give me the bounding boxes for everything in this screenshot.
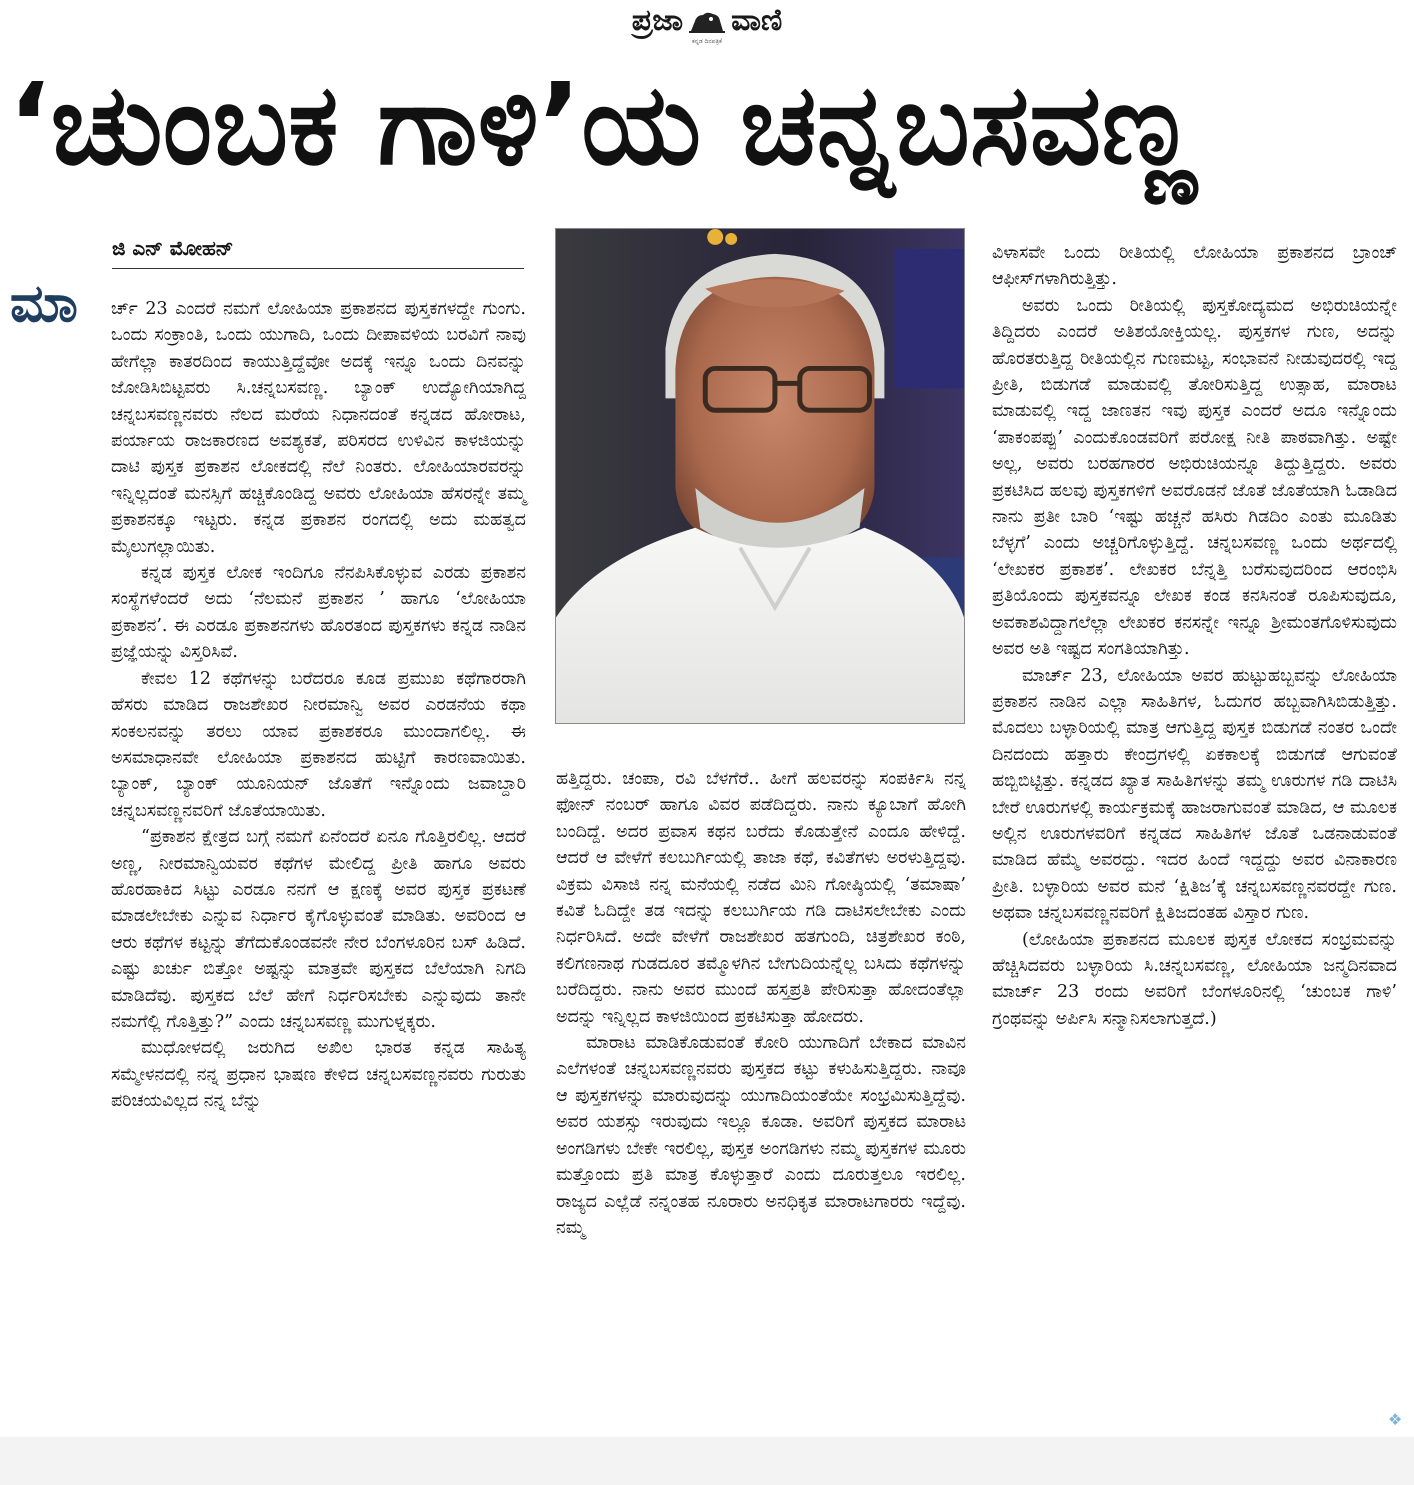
paragraph: ಮಾರಾಟ ಮಾಡಿಕೊಡುವಂತೆ ಕೋರಿ ಯುಗಾದಿಗೆ ಬೇಕಾದ ಮಾವಿನ ಎಲೆಗಳಂತೆ ಚನ್ನಬಸವಣ್ಣನವರು ಪುಸ್ತಕದ ಕಟ್ಟು ಕಳುಹಿಸುತ್ತಿದ್ದರು. ನಾವೂ ಆ ಪುಸ್ತಕಗಳನ್ನು ಮಾರುವುದನ್ನು ಯುಗಾದಿಯಂತೆಯೇ ಸಂಭ್ರಮಿಸುತ್ತಿದ್ದೆವು. ಅವರ ಯಶಸ್ಸು ಇರುವುದು ಇಲ್ಲೂ ಕೂಡಾ. ಅವರಿಗೆ ಪುಸ್ತಕದ ಮಾರಾಟ ಅಂಗಡಿಗಳು ಬೇಕೇ ಇರಲಿಲ್ಲ, ಪುಸ್ತಕ ಅಂಗಡಿಗಳು ನಮ್ಮ ಪುಸ್ತಕಗಳ ಮೂರು ಮತ್ತೊಂದು ಪ್ರತಿ ಮಾತ್ರ ಕೊಳ್ಳುತ್ತಾರೆ ಎಂದು ದೂರುತ್ತಲೂ ಇರಲಿಲ್ಲ. ರಾಜ್ಯದ ಎಲ್ಲೆಡೆ ನನ್ನಂತಹ ನೂರಾರು ಅನಧಿಕೃತ ಮಾರಾಟಗಾರರು ಇದ್ದೆವು. ನಮ್ಮ (556, 1033, 966, 1238)
masthead-tagline: ಕನ್ನಡ ದಿನಪತ್ರಿಕೆ (691, 38, 722, 45)
article-column-3 (992, 240, 1397, 1032)
paragraph: ಕೇವಲ 12 ಕಥೆಗಳನ್ನು ಬರೆದರೂ ಕೂಡ ಪ್ರಮುಖ ಕಥೆಗಾರರಾಗಿ ಹೆಸರು ಮಾಡಿದ ರಾಜಶೇಖರ ನೀರಮಾನ್ವಿ ಅವರ ಎರಡನೆಯ ಕಥಾ ಸಂಕಲನವನ್ನು ತರಲು ಯಾವ ಪ್ರಕಾಶಕರೂ ಮುಂದಾಗಲಿಲ್ಲ. ಈ ಅಸಮಾಧಾನವೇ ಲೋಹಿಯಾ ಪ್ರಕಾಶನದ ಹುಟ್ಟಿಗೆ ಕಾರಣವಾಯಿತು. ಬ್ಯಾಂಕ್, ಬ್ಯಾಂಕ್ ಯೂನಿಯನ್ ಜೊತೆಗೆ ಇನ್ನೊಂದು ಜವಾಬ್ದಾರಿ ಚನ್ನಬಸವಣ್ಣನವರಿಗೆ ಜೊತೆಯಾಯಿತು. (111, 668, 526, 821)
editor-note: (ಲೋಹಿಯಾ ಪ್ರಕಾಶನದ ಮೂಲಕ ಪುಸ್ತಕ ಲೋಕದ ಸಂಭ್ರಮವನ್ನು ಹೆಚ್ಚಿಸಿದವರು ಬಳ್ಳಾರಿಯ ಸಿ.ಚನ್ನಬಸವಣ್ಣ, ಲೋಹಿಯಾ ಜನ್ಮದಿನವಾದ ಮಾರ್ಚ್ 23 ರಂದು ಅವರಿಗೆ ಬೆಂಗಳೂರಿನಲ್ಲಿ ‘ಚುಂಬಕ ಗಾಳಿ’ ಗ್ರಂಥವನ್ನು ಅರ್ಪಿಸಿ ಸನ್ಮಾನಿಸಲಾಗುತ್ತದೆ.) (992, 929, 1397, 1029)
drop-cap: ಮಾ (10, 274, 78, 334)
headline: ‘ಚುಂಬಕ ಗಾಳಿ’ಯ ಚನ್ನಬಸವಣ್ಣ (8, 60, 1197, 190)
paragraph: ಅವರು ಒಂದು ರೀತಿಯಲ್ಲಿ ಪುಸ್ತಕೋದ್ಯಮದ ಅಭಿರುಚಿಯನ್ನೇ ತಿದ್ದಿದರು ಎಂದರೆ ಅತಿಶಯೋಕ್ತಿಯಲ್ಲ. ಪುಸ್ತಕಗಳ ಗುಣ, ಅದನ್ನು ಹೊರತರುತ್ತಿದ್ದ ರೀತಿಯಲ್ಲಿನ ಗುಣಮಟ್ಟ, ಸಂಭಾವನೆ ನೀಡುವುದರಲ್ಲಿ ಇದ್ದ ಪ್ರೀತಿ, ಬಿಡುಗಡೆ ಮಾಡುವಲ್ಲಿ ತೋರಿಸುತ್ತಿದ್ದ ಉತ್ಸಾಹ, ಮಾರಾಟ ಮಾಡುವಲ್ಲಿ ಇದ್ದ ಜಾಣತನ ಇವು ಪುಸ್ತಕ ಎಂದರೆ ಅದೂ ಇನ್ನೊಂದು ‘ಪಾಕಂಪಪ್ಪು’ ಎಂದುಕೊಂಡವರಿಗೆ ಪರೋಕ್ಷ ನೀತಿ ಪಾಠವಾಗಿತ್ತು. ಅಷ್ಟೇ ಅಲ್ಲ, ಅವರು ಬರಹಗಾರರ ಅಭಿರುಚಿಯನ್ನೂ ತಿದ್ದುತ್ತಿದ್ದರು. ಅವರು ಪ್ರಕಟಿಸಿದ ಹಲವು ಪುಸ್ತಕಗಳಿಗೆ ಅವರೊಡನೆ ಜೊತೆ ಜೊತೆಯಾಗಿ ಓಡಾಡಿದ ನಾನು ಪ್ರತೀ ಬಾರಿ ‘ಇಷ್ಟು ಹಚ್ಚನೆ ಹಸಿರು ಗಿಡದಿಂ ಎಂತು ಮೂಡಿತು ಬೆಳ್ಳಗೆ’ ಎಂದು ಅಚ್ಚರಿಗೊಳ್ಳುತ್ತಿದ್ದೆ. ಚನ್ನಬಸವಣ್ಣ ಒಂದು ಅರ್ಥದಲ್ಲಿ ‘ಲೇಖಕರ ಪ್ರಕಾಶಕ’. ಲೇಖಕರ ಬೆನ್ನತ್ತಿ ಬರೆಸುವುದರಿಂದ ಆರಂಭಿಸಿ ಪ್ರತಿಯೊಂದು ಪುಸ್ತಕವನ್ನೂ ಲೇಖಕ ಕಂಡ ಕನಸಿನಂತೆ ರೂಪಿಸುವುದೂ, ಅವಕಾಶವಿದ್ದಾಗಲೆಲ್ಲಾ ಲೇಖಕರ ಕನಸನ್ನೇ ಇನ್ನೂ ಶ್ರೀಮಂತಗೊಳಿಸುವುದು ಅವರ ಅತಿ ಇಷ್ಟದ ಸಂಗತಿಯಾಗಿತ್ತು. (992, 295, 1397, 660)
paragraph: ಮುಧೋಳದಲ್ಲಿ ಜರುಗಿದ ಅಖಿಲ ಭಾರತ ಕನ್ನಡ ಸಾಹಿತ್ಯ ಸಮ್ಮೇಳನದಲ್ಲಿ ನನ್ನ ಪ್ರಧಾನ ಭಾಷಣ ಕೇಳಿದ ಚನ್ನಬಸವಣ್ಣನವರು ಗುರುತು ಪರಿಚಯವಿಲ್ಲದ ನನ್ನ ಬೆನ್ನು (111, 1038, 526, 1112)
paragraph: ಹತ್ತಿದ್ದರು. ಚಂಪಾ, ರವಿ ಬೆಳಗೆರೆ.. ಹೀಗೆ ಹಲವರನ್ನು ಸಂಪರ್ಕಿಸಿ ನನ್ನ ಫೋನ್ ನಂಬರ್ ಹಾಗೂ ವಿವರ ಪಡೆದಿದ್ದರು. ನಾನು ಕ್ಯೂಬಾಗೆ ಹೋಗಿ ಬಂದಿದ್ದೆ. ಅದರ ಪ್ರವಾಸ ಕಥನ ಬರೆದು ಕೊಡುತ್ತೇನೆ ಎಂದೂ ಹೇಳಿದ್ದೆ. ಆದರೆ ಆ ವೇಳೆಗೆ ಕಲಬುರ್ಗಿಯಲ್ಲಿ ತಾಜಾ ಕಥೆ, ಕವಿತೆಗಳು ಅರಳುತ್ತಿದ್ದವು. ವಿಕ್ರಮ ವಿಸಾಜಿ ನನ್ನ ಮನೆಯಲ್ಲಿ ನಡೆದ ಮಿನಿ ಗೋಷ್ಠಿಯಲ್ಲಿ ‘ತಮಾಷಾ’ ಕವಿತೆ ಓದಿದ್ದೇ ತಡ ಇದನ್ನು ಕಲಬುರ್ಗಿಯ ಗಡಿ ದಾಟಿಸಲೇಬೇಕು ಎಂದು ನಿರ್ಧರಿಸಿದೆ. ಅದೇ ವೇಳೆಗೆ ರಾಜಶೇಖರ ಹತಗುಂದಿ, ಚಿತ್ರಶೇಖರ ಕಂಠಿ, ಕಲಿಗಣನಾಥ ಗುಡದೂರ ತಮ್ಮೊಳಗಿನ ಬೇಗುದಿಯನ್ನೆಲ್ಲ ಬಸಿದು ಕಥೆಗಳನ್ನು ಬರೆದಿದ್ದರು. ನಾನು ಅವರ ಮುಂದೆ ಹಸ್ತಪ್ರತಿ ಪೇರಿಸುತ್ತಾ ಹೋದಂತೆಲ್ಲಾ ಅದನ್ನು ಇನ್ನಿಲ್ಲದ ಕಾಳಜಿಯಿಂದ ಪ್ರಕಟಿಸುತ್ತಾ ಹೋದರು. (556, 769, 966, 1027)
byline: ಜಿ ಎನ್ ಮೋಹನ್ (112, 232, 524, 269)
masthead-name-left: ಪ್ರಜಾ (631, 3, 684, 38)
portrait-photo (555, 228, 965, 724)
paragraph: ವಿಳಾಸವೇ ಒಂದು ರೀತಿಯಲ್ಲಿ ಲೋಹಿಯಾ ಪ್ರಕಾಶನದ ಬ್ರಾಂಚ್ ಆಫೀಸ್‌ಗಳಾಗಿರುತ್ತಿತ್ತು. (992, 243, 1397, 290)
paragraph: ಕನ್ನಡ ಪುಸ್ತಕ ಲೋಕ ಇಂದಿಗೂ ನೆನಪಿಸಿಕೊಳ್ಳುವ ಎರಡು ಪ್ರಕಾಶನ ಸಂಸ್ಥೆಗಳೆಂದರೆ ಅದು ‘ನೆಲಮನೆ ಪ್ರಕಾಶನ ’ ಹಾಗೂ ‘ಲೋಹಿಯಾ ಪ್ರಕಾಶನ’. ಈ ಎರಡೂ ಪ್ರಕಾಶನಗಳು ಹೊರತಂದ ಪುಸ್ತಕಗಳು ಕನ್ನಡ ನಾಡಿನ ಪ್ರಜ್ಞೆಯನ್ನು ವಿಸ್ತರಿಸಿವೆ. (111, 563, 526, 663)
ornament-icon: ❖ (1388, 1410, 1403, 1429)
paragraph: “ಪ್ರಕಾಶನ ಕ್ಷೇತ್ರದ ಬಗ್ಗೆ ನಮಗೆ ಏನೆಂದರೆ ಏನೂ ಗೊತ್ತಿರಲಿಲ್ಲ. ಆದರೆ ಅಣ್ಣ, ನೀರಮಾನ್ವಿಯವರ ಕಥೆಗಳ ಮೇಲಿದ್ದ ಪ್ರೀತಿ ಹಾಗೂ ಅವರು ಹೊರಹಾಕಿದ ಸಿಟ್ಟು ಎರಡೂ ನನಗೆ ಆ ಕ್ಷಣಕ್ಕೆ ಅವರ ಪುಸ್ತಕ ಪ್ರಕಟಣೆ ಮಾಡಲೇಬೇಕು ಎನ್ನುವ ನಿರ್ಧಾರ ಕೈಗೊಳ್ಳುವಂತೆ ಮಾಡಿತು. ಅವರಿಂದ ಆ ಆರು ಕಥೆಗಳ ಕಟ್ಟನ್ನು ತೆಗೆದುಕೊಂಡವನೇ ನೇರ ಬೆಂಗಳೂರಿನ ಬಸ್ ಹಿಡಿದೆ. ಎಷ್ಟು ಖರ್ಚು ಬಿತ್ತೋ ಅಷ್ಟನ್ನು ಮಾತ್ರವೇ ಪುಸ್ತಕದ ಬೆಲೆಯಾಗಿ ನಿಗದಿ ಮಾಡಿದೆವು. ಪುಸ್ತಕದ ಬೆಲೆ ಹೇಗೆ ನಿರ್ಧರಿಸಬೇಕು ಎನ್ನುವುದು ತಾನೇ ನಮಗೆಲ್ಲಿ ಗೊತ್ತಿತ್ತು?” ಎಂದು ಚನ್ನಬಸವಣ್ಣ ಮುಗುಳ್ನಕ್ಕರು. (111, 827, 526, 1032)
masthead-logo (632, 4, 782, 38)
paragraph: ಮಾರ್ಚ್ 23, ಲೋಹಿಯಾ ಅವರ ಹುಟ್ಟುಹಬ್ಬವನ್ನು ಲೋಹಿಯಾ ಪ್ರಕಾಶನ ನಾಡಿನ ಎಲ್ಲಾ ಸಾಹಿತಿಗಳ, ಓದುಗರ ಹಬ್ಬವಾಗಿಸಿಬಿಡುತ್ತಿತ್ತು. ಮೊದಲು ಬಳ್ಳಾರಿಯಲ್ಲಿ ಮಾತ್ರ ಆಗುತ್ತಿದ್ದ ಪುಸ್ತಕ ಬಿಡುಗಡೆ ನಂತರ ಒಂದೇ ದಿನದಂದು ಹತ್ತಾರು ಕೇಂದ್ರಗಳಲ್ಲಿ ಏಕಕಾಲಕ್ಕೆ ಬಿಡುಗಡೆ ಆಗುವಂತೆ ಹಬ್ಬಿಬಿಟ್ಟಿತ್ತು. ಕನ್ನಡದ ಖ್ಯಾತ ಸಾಹಿತಿಗಳನ್ನು ತಮ್ಮ ಊರುಗಳ ಗಡಿ ದಾಟಿಸಿ ಬೇರೆ ಊರುಗಳಲ್ಲಿ ಕಾರ್ಯಕ್ರಮಕ್ಕೆ ಹಾಜರಾಗುವಂತೆ ಮಾಡಿದ, ಆ ಮೂಲಕ ಅಲ್ಲಿನ ಊರುಗಳವರಿಗೆ ಕನ್ನಡದ ಸಾಹಿತಿಗಳ ಜೊತೆ ಒಡನಾಡುವಂತೆ ಮಾಡಿದ ಹೆಮ್ಮೆ ಅವರದ್ದು. ಇದರ ಹಿಂದೆ ಇದ್ದದ್ದು ಅವರ ವಿನಾಕಾರಣ ಪ್ರೀತಿ. ಬಳ್ಳಾರಿಯ ಅವರ ಮನೆ ‘ಕ್ಷಿತಿಜ’ಕ್ಕೆ ಚನ್ನಬಸವಣ್ಣನವರದ್ದೇ ಗುಣ. ಅಥವಾ ಚನ್ನಬಸವಣ್ಣನವರಿಗೆ ಕ್ಷಿತಿಜದಂತಹ ವಿಸ್ತಾರ ಗುಣ. (992, 665, 1397, 924)
article-column-1 (111, 296, 526, 1115)
masthead-name-right: ವಾಣಿ (731, 3, 783, 38)
paragraph: ರ್ಚ್ 23 ಎಂದರೆ ನಮಗೆ ಲೋಹಿಯಾ ಪ್ರಕಾಶನದ ಪುಸ್ತಕಗಳದ್ದೇ ಗುಂಗು. ಒಂದು ಸಂಕ್ರಾಂತಿ, ಒಂದು ಯುಗಾದಿ, ಒಂದು ದೀಪಾವಳಿಯ ಬರವಿಗೆ ನಾವು ಹೇಗೆಲ್ಲಾ ಕಾತರದಿಂದ ಕಾಯುತ್ತಿದ್ದೆವೋ ಅದಕ್ಕೆ ಇನ್ನೂ ಒಂದು ದಿನವನ್ನು ಜೋಡಿಸಿಬಿಟ್ಟವರು ಸಿ.ಚನ್ನಬಸವಣ್ಣ. ಬ್ಯಾಂಕ್ ಉದ್ಯೋಗಿಯಾಗಿದ್ದ ಚನ್ನಬಸವಣ್ಣನವರು ನೆಲದ ಮರೆಯ ನಿಧಾನದಂತೆ ಕನ್ನಡದ ಹೋರಾಟ, ಪರ್ಯಾಯ ರಾಜಕಾರಣದ ಅವಶ್ಯಕತೆ, ಪರಿಸರದ ಉಳಿವಿನ ಕಾಳಜಿಯನ್ನು ದಾಟಿ ಪುಸ್ತಕ ಪ್ರಕಾಶನ ಲೋಕದಲ್ಲಿ ನೆಲೆ ನಿಂತರು. ಲೋಹಿಯಾರವರನ್ನು ಇನ್ನಿಲ್ಲದಂತೆ ಮನಸ್ಸಿಗೆ ಹಚ್ಚಿಕೊಂಡಿದ್ದ ಅವರು ಲೋಹಿಯಾ ಹೆಸರನ್ನೇ ತಮ್ಮ ಪ್ರಕಾಶನಕ್ಕೂ ಇಟ್ಟರು. ಕನ್ನಡ ಪ್ರಕಾಶನ ರಂಗದಲ್ಲಿ ಅದು ಮಹತ್ವದ ಮೈಲುಗಲ್ಲಾಯಿತು. (111, 299, 526, 557)
masthead (0, 4, 1414, 46)
article-column-2 (556, 766, 966, 1241)
lion-emblem-icon (687, 7, 727, 35)
portrait-image (556, 229, 964, 723)
footer-band (0, 1437, 1414, 1485)
